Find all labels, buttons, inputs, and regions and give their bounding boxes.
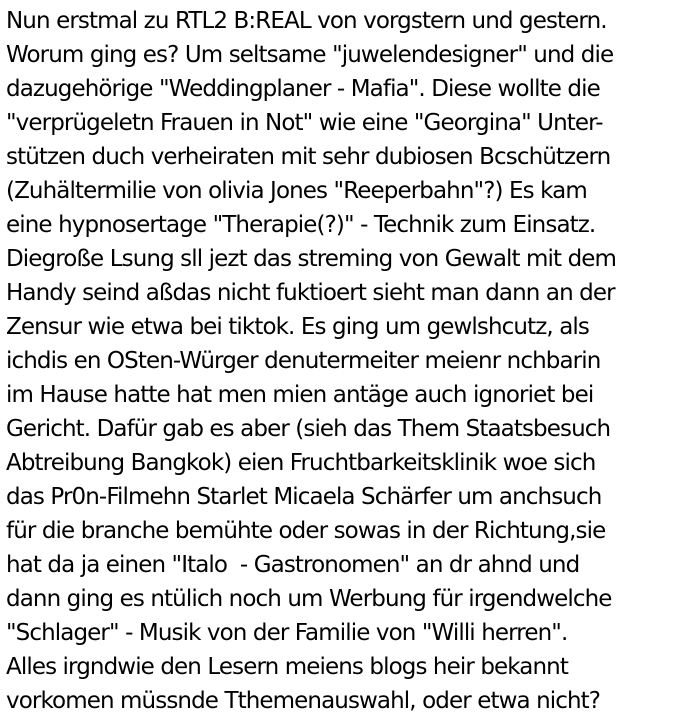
text-line-12: im Hause hatte hat men mien antäge auch ignoriet bei xyxy=(6,382,594,408)
text-line-6: (Zuhältermilie von olivia Jones "Reeperbahn"?) Es kam xyxy=(6,178,587,204)
text-line-20: Alles irgndwie den Lesern meiens blogs heir bekannt xyxy=(6,654,568,680)
text-line-16: für die branche bemühte oder sowas in der Richtung,sie xyxy=(6,518,606,544)
text-line-8: Diegroße Lsung sll jezt das streming von Gewalt mit dem xyxy=(6,246,617,272)
text-line-7: eine hypnosertage "Therapie(?)" - Technik zum Einsatz. xyxy=(6,212,596,238)
text-line-19: "Schlager" - Musik von der Familie von "Willi herren". xyxy=(6,620,568,646)
body-text xyxy=(6,4,682,718)
text-line-4: "verprügeletn Frauen in Not" wie eine "Georgina" Unter- xyxy=(6,110,603,136)
text-line-11: ichdis en OSten-Würger denutermeiter meienr nchbarin xyxy=(6,348,601,374)
text-line-5: stützen duch verheiraten mit sehr dubiosen Bcschützern xyxy=(6,144,611,170)
text-line-18: dann ging es ntülich noch um Werbung für irgendwelche xyxy=(6,586,612,612)
text-line-21: vorkomen müssnde Tthemenauswahl, oder etwa nicht? xyxy=(6,688,601,714)
text-line-2: Worum ging es? Um seltsame "juwelendesigner" und die xyxy=(6,42,614,68)
text-line-17: hat da ja einen "Italo - Gastronomen" an dr ahnd und xyxy=(6,552,580,578)
text-line-13: Gericht. Dafür gab es aber (sieh das Them Staatsbesuch xyxy=(6,416,611,442)
text-line-10: Zensur wie etwa bei tiktok. Es ging um gewlshcutz, als xyxy=(6,314,589,340)
text-line-14: Abtreibung Bangkok) eien Fruchtbarkeitsklinik woe sich xyxy=(6,450,596,476)
text-line-15: das Pr0n-Filmehn Starlet Micaela Schärfer um anchsuch xyxy=(6,484,602,510)
text-line-1: Nun erstmal zu RTL2 B:REAL von vorgstern und gestern. xyxy=(6,8,607,34)
text-line-3: dazugehörige "Weddingplaner - Mafia". Diese wollte die xyxy=(6,76,600,102)
text-line-9: Handy seind aßdas nicht fuktioert sieht man dann an der xyxy=(6,280,615,306)
